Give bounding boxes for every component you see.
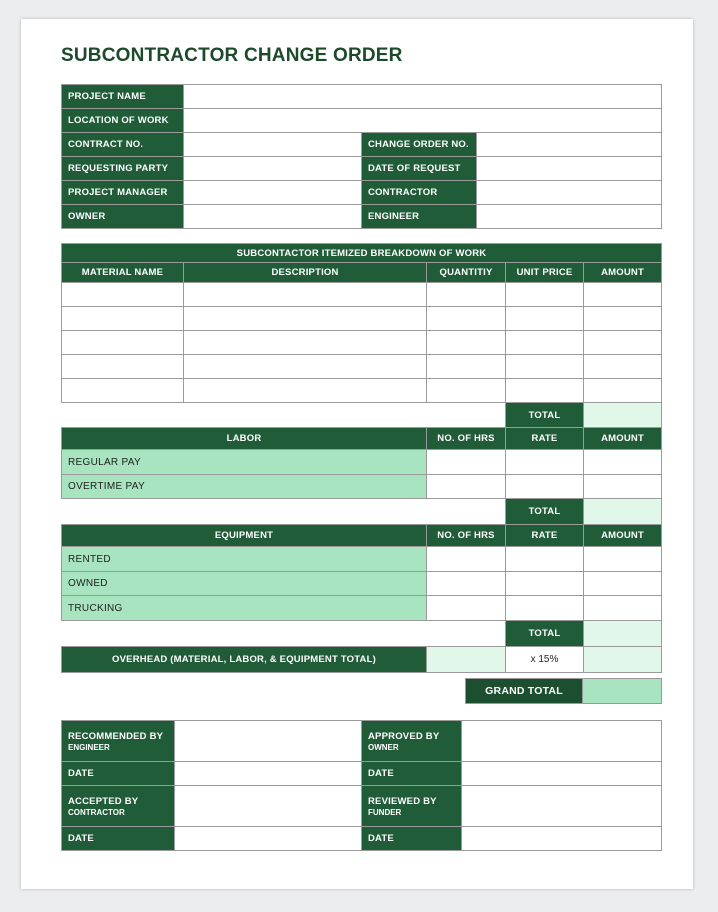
accepted-by-field[interactable]	[175, 786, 362, 827]
unit-price-cell[interactable]	[506, 283, 584, 307]
quantity-cell[interactable]	[427, 331, 506, 355]
reviewed-date-field[interactable]	[462, 827, 662, 851]
rate-cell[interactable]	[506, 547, 584, 572]
accepted-by-role: CONTRACTOR	[68, 807, 125, 817]
table-row	[62, 450, 662, 475]
description-cell[interactable]	[184, 331, 427, 355]
quantity-cell[interactable]	[427, 379, 506, 403]
labor-total-label: TOTAL	[506, 499, 584, 525]
quantity-cell[interactable]	[427, 307, 506, 331]
labor-total-field[interactable]	[584, 499, 662, 525]
equipment-heading: EQUIPMENT	[62, 525, 427, 547]
amount-cell[interactable]	[584, 572, 662, 596]
quantity-cell[interactable]	[427, 283, 506, 307]
labor-col-hours: NO. OF HRS	[427, 428, 506, 450]
overhead-amount-field[interactable]	[584, 647, 662, 673]
col-amount: AMOUNT	[584, 263, 662, 283]
col-material-name: MATERIAL NAME	[62, 263, 184, 283]
table-row	[62, 475, 662, 499]
itemized-total-field[interactable]	[584, 403, 662, 428]
equipment-col-hours: NO. OF HRS	[427, 525, 506, 547]
description-cell[interactable]	[184, 307, 427, 331]
unit-price-cell[interactable]	[506, 355, 584, 379]
date-label: DATE	[362, 827, 462, 851]
amount-cell[interactable]	[584, 475, 662, 499]
contractor-label: CONTRACTOR	[362, 181, 477, 205]
table-row	[62, 379, 662, 403]
amount-cell[interactable]	[584, 331, 662, 355]
overhead-base-field[interactable]	[427, 647, 506, 673]
amount-cell[interactable]	[584, 307, 662, 331]
date-label: DATE	[62, 827, 175, 851]
col-quantity: QUANTITIY	[427, 263, 506, 283]
overhead-label: OVERHEAD (MATERIAL, LABOR, & EQUIPMENT TOTAL)	[62, 647, 427, 673]
accepted-by-text: ACCEPTED BY	[68, 795, 139, 807]
recommended-by-label	[62, 721, 175, 762]
grand-total-field[interactable]	[583, 679, 662, 704]
signature-table	[61, 720, 662, 851]
owner-field[interactable]	[184, 205, 362, 229]
approved-by-text: APPROVED BY	[368, 730, 440, 742]
document-title: SUBCONTRACTOR CHANGE ORDER	[61, 45, 403, 66]
date-label: DATE	[362, 762, 462, 786]
engineer-label: ENGINEER	[362, 205, 477, 229]
material-cell[interactable]	[62, 283, 184, 307]
requesting-party-field[interactable]	[184, 157, 362, 181]
table-row	[62, 547, 662, 572]
labor-col-amount: AMOUNT	[584, 428, 662, 450]
table-row	[62, 355, 662, 379]
col-unit-price: UNIT PRICE	[506, 263, 584, 283]
labor-heading: LABOR	[62, 428, 427, 450]
description-cell[interactable]	[184, 283, 427, 307]
cost-breakdown-table	[61, 243, 662, 673]
owned-label: OWNED	[62, 572, 427, 596]
itemized-total-label: TOTAL	[506, 403, 584, 428]
table-row	[62, 572, 662, 596]
reviewed-by-text: REVIEWED BY	[368, 795, 437, 807]
unit-price-cell[interactable]	[506, 307, 584, 331]
amount-cell[interactable]	[584, 596, 662, 621]
accepted-date-field[interactable]	[175, 827, 362, 851]
project-name-field[interactable]	[184, 85, 662, 109]
approved-by-field[interactable]	[462, 721, 662, 762]
project-manager-field[interactable]	[184, 181, 362, 205]
table-row	[62, 331, 662, 355]
date-of-request-label: DATE OF REQUEST	[362, 157, 477, 181]
project-manager-label: PROJECT MANAGER	[62, 181, 184, 205]
unit-price-cell[interactable]	[506, 379, 584, 403]
rate-cell[interactable]	[506, 572, 584, 596]
date-of-request-field[interactable]	[477, 157, 662, 181]
quantity-cell[interactable]	[427, 355, 506, 379]
project-info-table	[61, 84, 662, 229]
approved-by-label	[362, 721, 462, 762]
amount-cell[interactable]	[584, 547, 662, 572]
table-row	[62, 283, 662, 307]
rate-cell[interactable]	[506, 450, 584, 475]
spacer	[62, 499, 506, 525]
equipment-col-amount: AMOUNT	[584, 525, 662, 547]
table-row	[62, 596, 662, 621]
contract-no-field[interactable]	[184, 133, 362, 157]
contractor-field[interactable]	[477, 181, 662, 205]
contract-no-label: CONTRACT NO.	[62, 133, 184, 157]
itemized-heading: SUBCONTACTOR ITEMIZED BREAKDOWN OF WORK	[62, 244, 662, 263]
recommended-by-text: RECOMMENDED BY	[68, 730, 164, 742]
rate-cell[interactable]	[506, 596, 584, 621]
material-cell[interactable]	[62, 379, 184, 403]
recommended-by-role: ENGINEER	[68, 742, 110, 752]
reviewed-by-field[interactable]	[462, 786, 662, 827]
amount-cell[interactable]	[584, 283, 662, 307]
location-of-work-label: LOCATION OF WORK	[62, 109, 184, 133]
equipment-col-rate: RATE	[506, 525, 584, 547]
change-order-no-label: CHANGE ORDER NO.	[362, 133, 477, 157]
owner-label: OWNER	[62, 205, 184, 229]
amount-cell[interactable]	[584, 450, 662, 475]
recommended-by-field[interactable]	[175, 721, 362, 762]
unit-price-cell[interactable]	[506, 331, 584, 355]
amount-cell[interactable]	[584, 379, 662, 403]
requesting-party-label: REQUESTING PARTY	[62, 157, 184, 181]
table-row	[62, 307, 662, 331]
labor-col-rate: RATE	[506, 428, 584, 450]
location-of-work-field[interactable]	[184, 109, 662, 133]
overtime-pay-label: OVERTIME PAY	[62, 475, 427, 499]
grand-total-table	[465, 678, 662, 704]
date-label: DATE	[62, 762, 175, 786]
reviewed-by-label	[362, 786, 462, 827]
material-cell[interactable]	[62, 307, 184, 331]
equipment-total-label: TOTAL	[506, 621, 584, 647]
regular-pay-label: REGULAR PAY	[62, 450, 427, 475]
approved-by-role: OWNER	[368, 742, 399, 752]
col-description: DESCRIPTION	[184, 263, 427, 283]
project-name-label: PROJECT NAME	[62, 85, 184, 109]
material-cell[interactable]	[62, 331, 184, 355]
trucking-label: TRUCKING	[62, 596, 427, 621]
description-cell[interactable]	[184, 379, 427, 403]
hours-cell[interactable]	[427, 596, 506, 621]
change-order-no-field[interactable]	[477, 133, 662, 157]
description-cell[interactable]	[184, 355, 427, 379]
amount-cell[interactable]	[584, 355, 662, 379]
hours-cell[interactable]	[427, 547, 506, 572]
reviewed-by-role: FUNDER	[368, 807, 402, 817]
equipment-total-field[interactable]	[584, 621, 662, 647]
rented-label: RENTED	[62, 547, 427, 572]
grand-total-label: GRAND TOTAL	[466, 679, 583, 704]
hours-cell[interactable]	[427, 450, 506, 475]
material-cell[interactable]	[62, 355, 184, 379]
hours-cell[interactable]	[427, 572, 506, 596]
recommended-date-field[interactable]	[175, 762, 362, 786]
engineer-field[interactable]	[477, 205, 662, 229]
spacer	[62, 403, 506, 428]
hours-cell[interactable]	[427, 475, 506, 499]
rate-cell[interactable]	[506, 475, 584, 499]
accepted-by-label	[62, 786, 175, 827]
overhead-rate: x 15%	[506, 647, 584, 673]
spacer	[62, 621, 506, 647]
approved-date-field[interactable]	[462, 762, 662, 786]
